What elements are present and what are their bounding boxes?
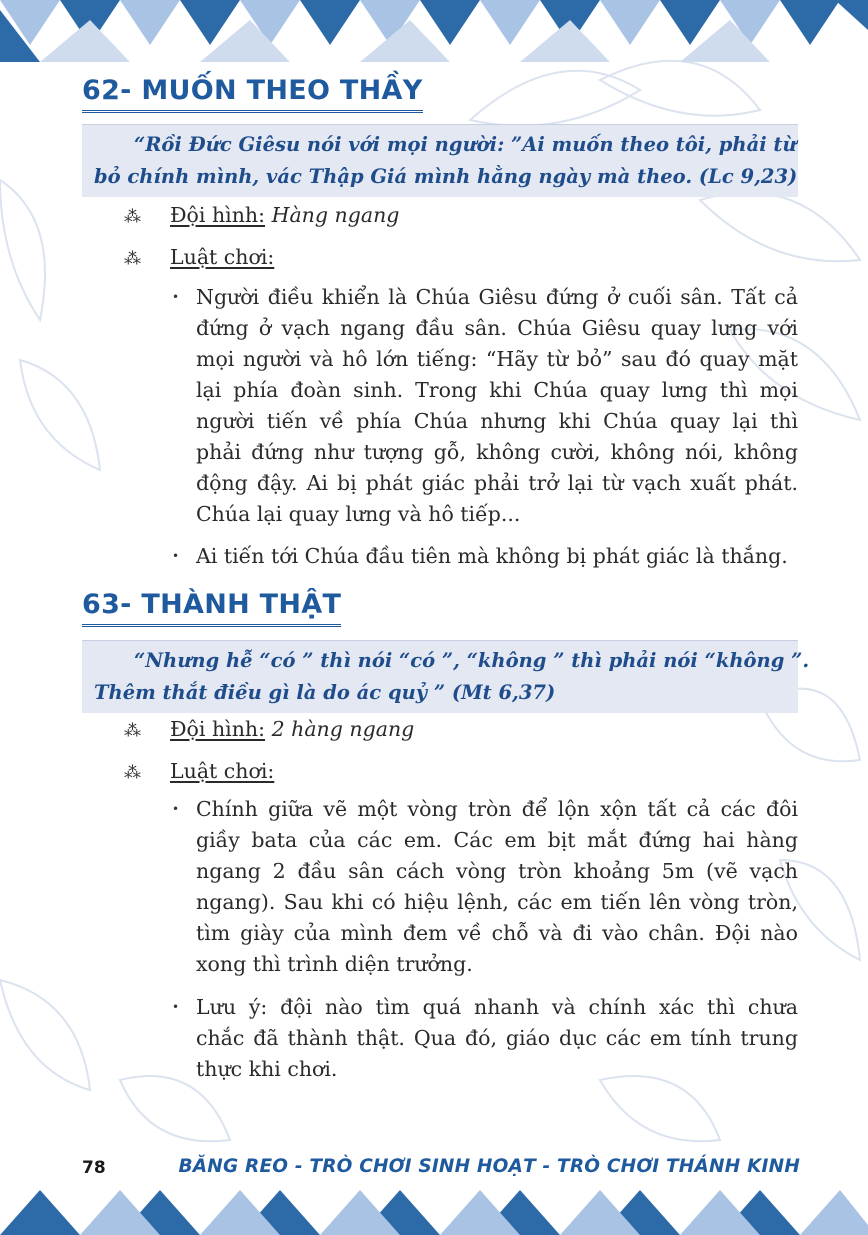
bullet-line: phải đứng như tượng gỗ, không cười, không nói, không	[196, 440, 798, 464]
bullet-line: tìm giày của mình đem về chỗ và đi vào chân. Đội nào	[196, 921, 798, 945]
rules-row	[124, 756, 274, 788]
formation-label: Đội hình:	[170, 717, 266, 741]
bullet-dot-icon: •	[172, 290, 180, 304]
asterism-icon: ⁂	[124, 207, 141, 227]
formation-row	[124, 200, 399, 232]
bottom-triangle-band	[0, 1185, 868, 1235]
asterism-icon: ⁂	[124, 763, 141, 783]
rules-label: Luật chơi:	[170, 245, 275, 269]
section-title: 63- THÀNH THẬT	[82, 590, 341, 627]
bullet-line: Chúa lại quay lưng và hô tiếp...	[196, 502, 521, 526]
top-triangle-band	[0, 0, 868, 70]
formation-row	[124, 714, 414, 746]
footer-book-title: BĂNG REO - TRÒ CHƠI SINH HOẠT - TRÒ CHƠI THÁNH KINH	[178, 1156, 800, 1177]
rule-bullet	[172, 282, 798, 530]
rule-bullet	[172, 992, 798, 1085]
bullet-line: xong thì trình diện trưởng.	[196, 952, 473, 976]
bullet-line: ngang 2 đầu sân cách vòng tròn khoảng 5m (vẽ vạch	[196, 859, 798, 883]
formation-value: Hàng ngang	[271, 203, 400, 227]
bullet-line: Lưu ý: đội nào tìm quá nhanh và chính xác thì chưa	[196, 995, 798, 1019]
bullet-dot-icon: •	[172, 549, 180, 563]
bullet-line: Chính giữa vẽ một vòng tròn để lộn xộn tất cả các đôi	[196, 797, 798, 821]
bullet-dot-icon: •	[172, 1000, 180, 1014]
bullet-line: mọi người và hô lớn tiếng: “Hãy từ bỏ” sau đó quay mặt	[196, 347, 798, 371]
section-title: 62- MUỐN THEO THẦY	[82, 76, 423, 113]
asterism-icon: ⁂	[124, 721, 141, 741]
bullet-dot-icon: •	[172, 802, 180, 816]
asterism-icon: ⁂	[124, 249, 141, 269]
scripture-quote	[82, 640, 810, 713]
bullet-line: động đậy. Ai bị phát giác phải trở lại từ vạch xuất phát.	[196, 471, 798, 495]
quote-line: “Nhưng hễ “có ” thì nói “có ”, “không ” thì phải nói “không ”.	[134, 649, 810, 672]
rules-row	[124, 242, 274, 274]
quote-line: “Rồi Đức Giêsu nói với mọi người: ”Ai muốn theo tôi, phải từ	[134, 133, 797, 156]
bullet-line: giầy bata của các em. Các em bịt mắt đứng hai hàng	[196, 828, 798, 852]
bullet-line: lại phía đoàn sinh. Trong khi Chúa quay lưng thì mọi	[196, 378, 798, 402]
page-number: 78	[82, 1158, 106, 1178]
bullet-line: chắc đã thành thật. Qua đó, giáo dục các em tính trung	[196, 1026, 798, 1050]
quote-line: bỏ chính mình, vác Thập Giá mình hằng ngày mà theo. (Lc 9,23)	[94, 165, 798, 188]
bullet-line: ngang). Sau khi có hiệu lệnh, các em tiến lên vòng tròn,	[196, 890, 798, 914]
bullet-line: Người điều khiển là Chúa Giêsu đứng ở cuối sân. Tất cả	[196, 285, 798, 309]
bullet-line: Ai tiến tới Chúa đầu tiên mà không bị phát giác là thắng.	[196, 544, 788, 568]
scripture-quote	[82, 124, 798, 197]
rule-bullet	[172, 794, 798, 980]
rule-bullet	[172, 541, 798, 572]
bullet-line: thực khi chơi.	[196, 1057, 338, 1081]
bullet-line: đứng ở vạch ngang đầu sân. Chúa Giêsu quay lưng với	[196, 316, 798, 340]
formation-value: 2 hàng ngang	[271, 717, 415, 741]
quote-line: Thêm thắt điều gì là do ác quỷ ” (Mt 6,37)	[94, 681, 556, 704]
bullet-line: người tiến về phía Chúa nhưng khi Chúa quay lại thì	[196, 409, 798, 433]
rules-label: Luật chơi:	[170, 759, 275, 783]
formation-label: Đội hình:	[170, 203, 266, 227]
